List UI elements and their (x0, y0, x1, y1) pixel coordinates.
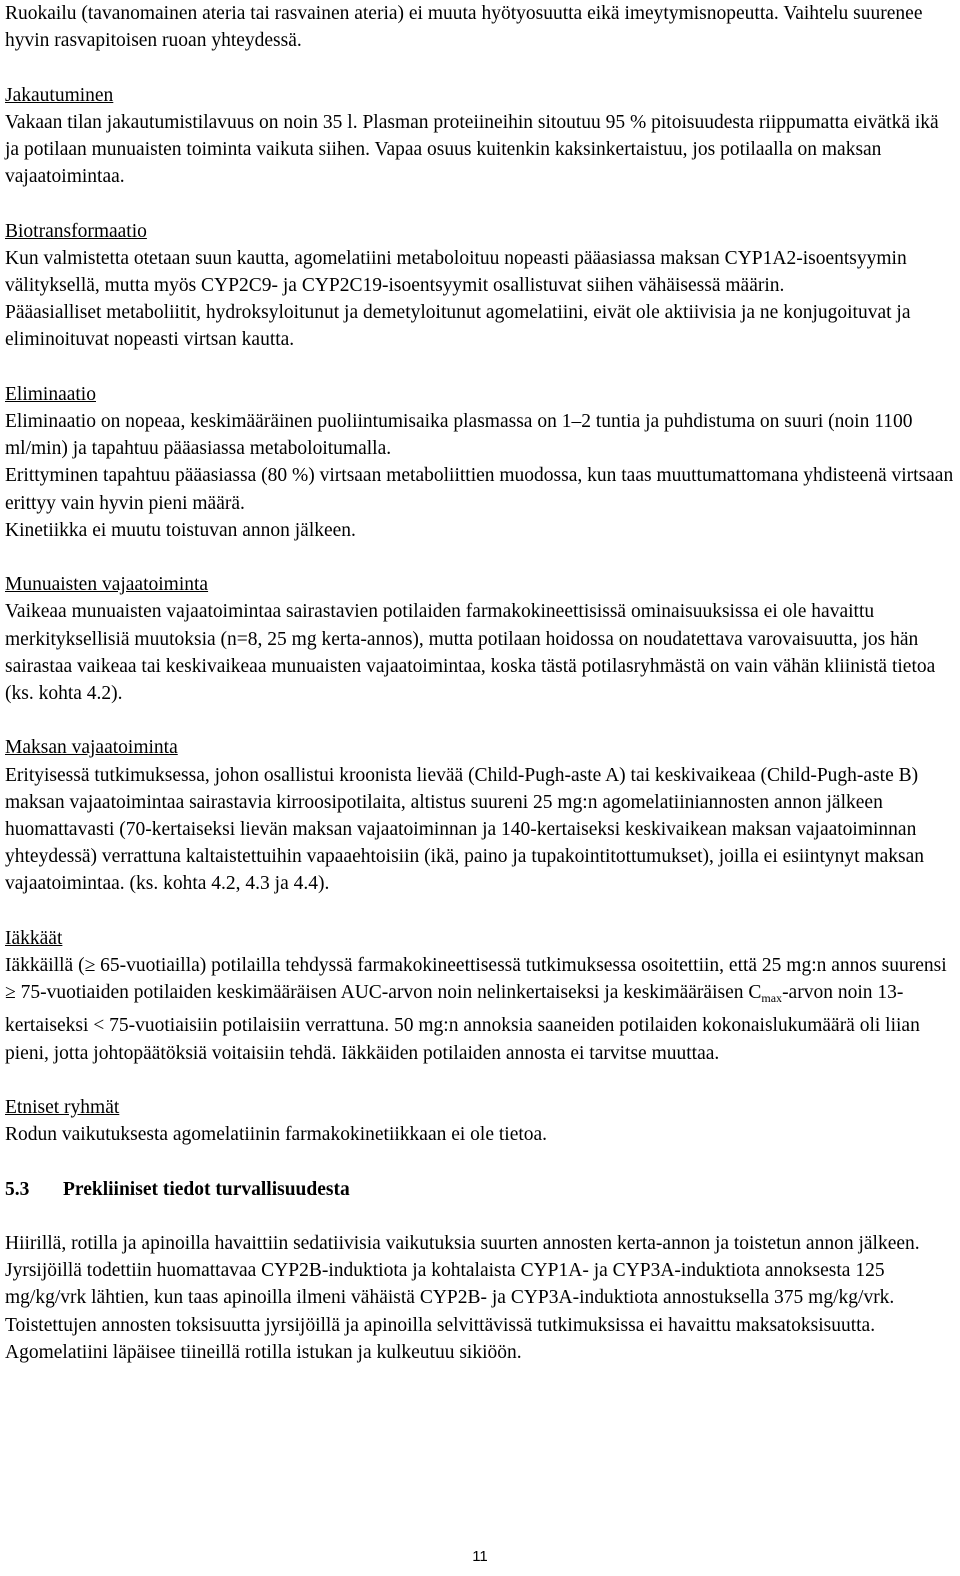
iakkaat-text-b: -arvon noin 13-kertaiseksi < 75-vuotiaisiin potilaisiin verrattuna. 50 mg:n annoksia saaneiden potilaiden kokonaislukumäärä oli liian pieni, jotta johtopäätöksiä voitaisiin tehdä. Iäkkäiden potilaiden annosta ei tarvitse muuttaa. (5, 982, 920, 1064)
biotransformaatio-paragraph-2: Pääasialliset metaboliitit, hydroksyloitunut ja demetyloitunut agomelatiini, eivät ole aktiivisia ja ne konjugoituvat ja eliminoituvat nopeasti virtsan kautta. (5, 302, 911, 351)
iakkaat-text (5, 952, 955, 1067)
section-5-3-title (5, 1176, 955, 1203)
jakautuminen-heading: Jakautuminen (5, 84, 114, 106)
maksa-text: Erityisessä tutkimuksessa, johon osallistui kroonista lievää (Child-Pugh-aste A) tai keskivaikeaa (Child-Pugh-aste B) maksan vajaatoimintaa sairastavia kirroosipotilaita, altistus suureni 25 mg:n agomelatiiniannosten annon jälkeen huomattavasti (70-kertaiseksi lievän maksan vajaatoiminnan ja 140-kertaiseksi keskivaikean maksan vajaatoiminnan yhteydessä) verrattuna kaltaistettuihin vapaaehtoisiin (ikä, paino ja tupakointitottumukset), joilla ei esiintynyt maksan vajaatoimintaa. (ks. kohta 4.2, 4.3 ja 4.4). (5, 764, 924, 895)
preclinical-paragraph-2: Jyrsijöillä todettiin huomattavaa CYP2B-induktiota ja kohtalaista CYP1A- ja CYP3A-induktiota annoksesta 125 mg/kg/vrk lähtien, kun taas apinoilla ilmeni vähäistä CYP2B- ja CYP3A-induktiota annostuksella 375 mg/kg/vrk. Toistettujen annosten toksisuutta jyrsijöillä ja apinoilla selvittävissä tutkimuksissa ei havaittu maksatoksisuutta. (5, 1260, 895, 1336)
iakkaat-subscript: max (761, 991, 783, 1006)
maksa-heading: Maksan vajaatoiminta (5, 737, 178, 759)
intro-block (5, 0, 955, 54)
munuaiset-section (5, 571, 955, 707)
etniset-section (5, 1094, 955, 1148)
maksa-section (5, 734, 955, 897)
page-number: 11 (472, 1548, 488, 1565)
jakautuminen-text: Vakaan tilan jakautumistilavuus on noin 35 l. Plasman proteiineihin sitoutuu 95 % pitoisuudesta riippumatta eivätkä ikä ja potilaan munuaisten toiminta vaikuta siihen. Vapaa osuus kuitenkin kaksinkertaistuu, jos potilaalla on maksan vajaatoimintaa. (5, 111, 939, 188)
biotransformaatio-paragraph-1: Kun valmistetta otetaan suun kautta, agomelatiini metaboloituu nopeasti pääasiassa maksan CYP1A2-isoentsyymin välityksellä, mutta myös CYP2C9- ja CYP2C19-isoentsyymit osallistuvat siihen vähäisessä määrin. (5, 247, 907, 296)
eliminaatio-paragraph-1: Eliminaatio on nopeaa, keskimääräinen puoliintumisaika plasmassa on 1–2 tuntia ja puhdistuma on suuri (noin 1100 ml/min) ja tapahtuu pääasiassa metaboloitumalla. (5, 411, 913, 460)
document-page (5, 0, 955, 1366)
preclinical-paragraph-1: Hiirillä, rotilla ja apinoilla havaittiin sedatiivisia vaikutuksia suurten annosten kerta-annon ja toistetun annon jälkeen. (5, 1233, 920, 1254)
section-5-3-body (5, 1230, 955, 1366)
jakautuminen-section (5, 82, 955, 191)
eliminaatio-section (5, 381, 955, 544)
intro-paragraph: Ruokailu (tavanomainen ateria tai rasvainen ateria) ei muuta hyötyosuutta eikä imeytymisnopeutta. Vaihtelu suurenee hyvin rasvapitoisen ruoan yhteydessä. (5, 3, 923, 52)
iakkaat-section (5, 925, 955, 1067)
eliminaatio-heading: Eliminaatio (5, 383, 96, 405)
section-number: 5.3 (5, 1178, 30, 1200)
etniset-text: Rodun vaikutuksesta agomelatiinin farmakokinetiikkaan ei ole tietoa. (5, 1124, 548, 1146)
biotransformaatio-heading: Biotransformaatio (5, 220, 147, 242)
eliminaatio-paragraph-3: Kinetiikka ei muutu toistuvan annon jälkeen. (5, 519, 356, 541)
munuaiset-text: Vaikeaa munuaisten vajaatoimintaa sairastavien potilaiden farmakokineettisissä ominaisuuksissa ei ole havaittu merkityksellisiä muutoksia (n=8, 25 mg kerta-annos), mutta potilaan hoidossa on noudatettava varovaisuutta, jos hän sairastaa vaikeaa tai keskivaikeaa munuaisten vajaatoimintaa, koska tästä potilasryhmästä on vain vähän kliinistä tietoa (ks. kohta 4.2). (5, 601, 936, 705)
iakkaat-text-a: Iäkkäillä (≥ 65-vuotiailla) potilailla tehdyssä farmakokineettisessä tutkimuksessa osoitettiin, että 25 mg:n annos suurensi ≥ 75-vuotiaiden potilaiden keskimääräisen AUC-arvon noin nelinkertaiseksi ja keskimääräisen C (5, 955, 947, 1004)
biotransformaatio-section (5, 218, 955, 354)
iakkaat-heading: Iäkkäät (5, 927, 63, 949)
munuaiset-heading: Munuaisten vajaatoiminta (5, 574, 209, 596)
preclinical-paragraph-3: Agomelatiini läpäisee tiineillä rotilla istukan ja kulkeutuu sikiöön. (5, 1341, 522, 1363)
section-title-text: Prekliiniset tiedot turvallisuudesta (63, 1178, 350, 1200)
etniset-heading: Etniset ryhmät (5, 1097, 120, 1119)
eliminaatio-paragraph-2: Erittyminen tapahtuu pääasiassa (80 %) virtsaan metaboliittien muodossa, kun taas muuttumattomana yhdisteenä virtsaan erittyy vain hyvin pieni määrä. (5, 465, 954, 514)
